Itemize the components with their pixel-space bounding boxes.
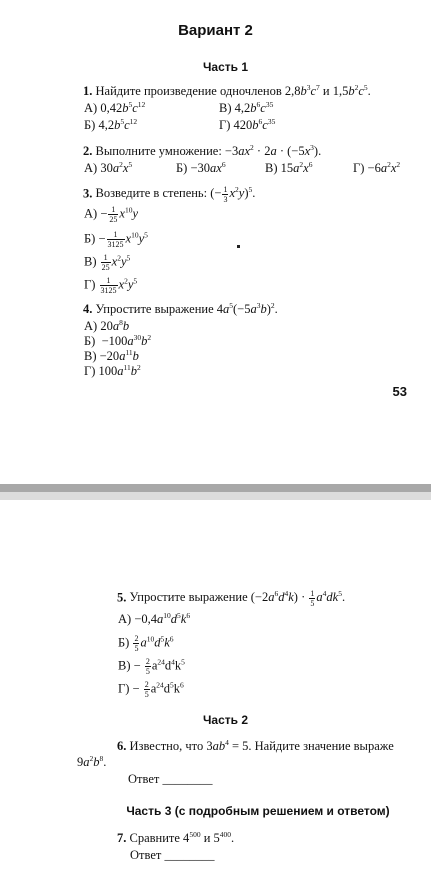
- q4-option-v: $В) -20a^{11}b$: [84, 348, 139, 363]
- question-6: 6. Известно, что $3ab^4 = 5$. Найдите значение выраже: [117, 738, 394, 753]
- q2-option-v: В) $15a^2x^6$: [265, 160, 313, 175]
- q4-option-g: Г) $100a^{11}b^2$: [84, 363, 141, 378]
- question-number: 1.: [83, 84, 93, 98]
- part1-title: Часть 1: [202, 60, 249, 74]
- question-6-continuation: $9a^2b^8$.: [77, 754, 107, 769]
- q2-option-a: А) $30a^2x^5$: [84, 160, 133, 175]
- q2-option-g: $Г) -6a^2x^2$: [353, 160, 401, 175]
- question-1: 1. Найдите произведение одночленов $2,8b^3c^7$ и $1,5b^2c^5$.: [83, 83, 371, 98]
- q2-option-b: $Б) -30ax^6$: [176, 160, 226, 175]
- question-number: 5.: [117, 590, 127, 605]
- q7-answer-line: Ответ ________: [130, 848, 215, 862]
- question-number: 6.: [117, 739, 127, 753]
- page-divider: [0, 484, 431, 492]
- page-divider-shadow: [0, 492, 431, 500]
- q5-option-v: В) − $\frac{2}{5}$ $a^{24}d^4k^5$: [118, 657, 185, 676]
- part3-title: Часть 3 (с подробным решением и ответом): [126, 804, 390, 818]
- q5-option-g: Г) − $\frac{2}{5}$ $a^{24}d^5k^6$: [118, 680, 184, 699]
- question-number: 2.: [83, 144, 93, 158]
- variant-title: Вариант 2: [178, 22, 253, 39]
- question-number: 3.: [83, 186, 93, 201]
- part2-title: Часть 2: [202, 713, 249, 727]
- q1-option-g: Г) $420b^6c^{35}$: [219, 117, 276, 132]
- q3-option-b: Б) − $\frac{1}{3125}$ $x^{10}y^5$: [84, 230, 148, 249]
- stray-dot: [237, 245, 240, 248]
- question-number: 7.: [117, 831, 127, 845]
- question-3: 3. Возведите в степень: (− $\frac{1}{3}$ $x^2y)^5$.: [83, 185, 256, 204]
- q3-option-v: В) $\frac{1}{25}$ $x^2y^5$: [84, 253, 131, 272]
- q1-option-v: В) $4,2b^6c^{35}$: [219, 100, 274, 115]
- q5-option-a: $А) -0,4a^{10}d^5k^6$: [118, 611, 191, 626]
- question-4: 4. Упростите выражение $4a^5(-5a^3b)^2$.: [83, 301, 278, 316]
- q3-option-g: Г) $\frac{1}{3125}$ $x^2y^5$: [84, 276, 138, 295]
- q4-option-a: А) $20a^8b$: [84, 318, 130, 333]
- q1-option-b: Б) $4,2b^5c^{12}$: [84, 117, 138, 132]
- q6-answer-line: Ответ ________: [128, 772, 213, 786]
- q4-option-b: $Б) -100a^{30}b^2$: [84, 333, 152, 348]
- question-number: 4.: [83, 302, 93, 316]
- page-number: 53: [392, 384, 407, 399]
- question-2: 2. Выполните умножение: $-3ax^2 \cdot 2a \cdot (-5x^3)$.: [83, 143, 322, 158]
- q1-option-a: А) $0,42b^5c^{12}$: [84, 100, 146, 115]
- q3-option-a: А) − $\frac{1}{25}$ $x^{10}y$: [84, 205, 138, 224]
- question-7: 7. Сравните $4^{500}$ и $5^{400}$.: [117, 830, 235, 845]
- q5-option-b: Б) $\frac{2}{5}$ $a^{10}d^5k^6$: [118, 634, 174, 653]
- question-5: 5. Упростите выражение $(-2a^6d^4k)$ · $\frac{1}{5}$ $a^4dk^5$.: [117, 589, 346, 608]
